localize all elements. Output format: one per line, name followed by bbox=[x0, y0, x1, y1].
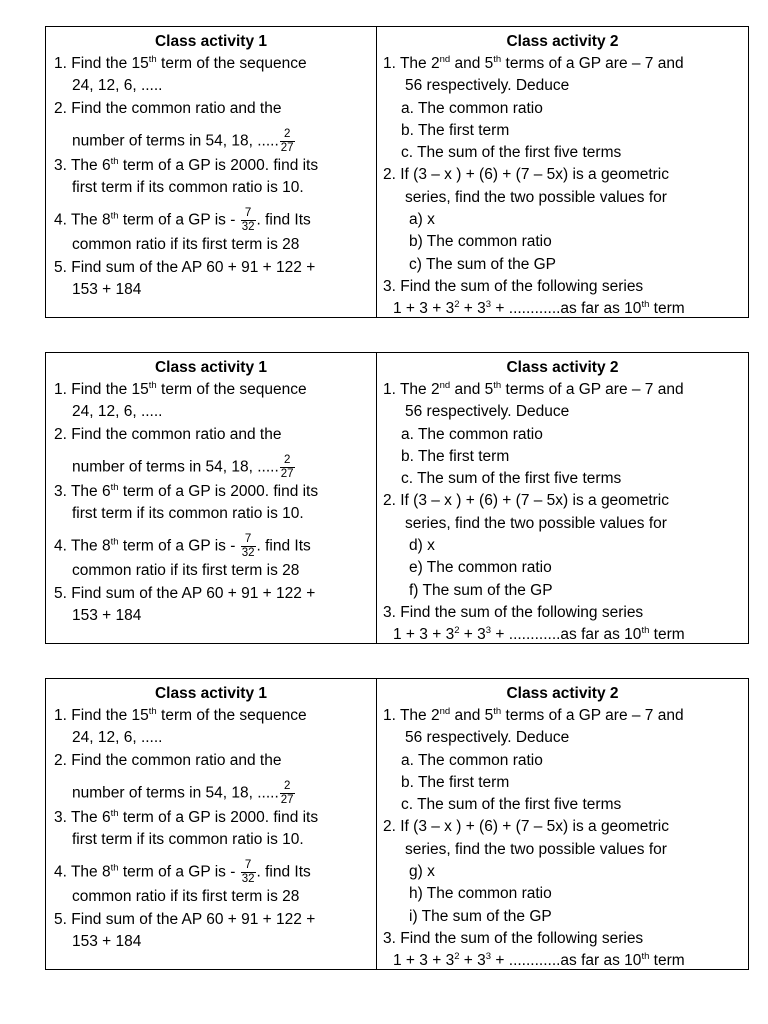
fraction: $\frac{7}{32}$ bbox=[241, 859, 255, 886]
question-5: 5. Find sum of the AP 60 + 91 + 122 + bbox=[54, 910, 316, 928]
question-5: 5. Find sum of the AP 60 + 91 + 122 + bbox=[54, 258, 316, 276]
sub-item-b: b. The first term bbox=[401, 121, 510, 139]
question-3: 3. The 6th term of a GP is 2000. find its bbox=[54, 155, 319, 174]
question-1: 1. Find the 15th term of the sequence bbox=[54, 379, 307, 398]
series-expression: $1 + 3 + 3^2 + 3^3 + ............as$ far as 10th term bbox=[393, 951, 685, 970]
class-activity-1-title: Class activity 1 bbox=[154, 685, 267, 702]
sub-item-sum: c) The sum of the GP bbox=[409, 255, 557, 273]
question-1-sequence: 24, 12, 6, ..... bbox=[72, 729, 163, 747]
question-2-line2: series, find the two possible values for bbox=[405, 188, 667, 206]
sub-item-sum: f) The sum of the GP bbox=[409, 581, 553, 599]
sub-item-c: c. The sum of the first five terms bbox=[401, 796, 622, 814]
sub-item-ratio: h) The common ratio bbox=[409, 885, 552, 903]
question-5: 5. Find sum of the AP 60 + 91 + 122 + bbox=[54, 584, 316, 602]
sub-item-x: g) x bbox=[409, 863, 435, 881]
sub-item-sum: i) The sum of the GP bbox=[409, 907, 552, 925]
sub-item-b: b. The first term bbox=[401, 447, 510, 465]
sub-item-x: d) x bbox=[409, 537, 435, 555]
class-activity-2-column bbox=[377, 27, 748, 317]
class-activity-1-title: Class activity 1 bbox=[154, 33, 267, 50]
activity-card-3 bbox=[45, 678, 749, 970]
question-2: 2. If (3 – x ) + (6) + (7 – 5x) is a geometric bbox=[383, 166, 669, 184]
question-5-line2: 153 + 184 bbox=[72, 281, 142, 299]
question-1-sequence: 24, 12, 6, ..... bbox=[72, 403, 163, 421]
question-3-line2: first term if its common ratio is 10. bbox=[72, 505, 304, 523]
series-expression: $1 + 3 + 3^2 + 3^3 + ............as$ far as 10th term bbox=[393, 299, 685, 318]
question-4-line2: common ratio if its first term is 28 bbox=[72, 562, 300, 580]
question-2-terms: number of terms in 54, 18, ..... $\frac{2}{27}$ bbox=[72, 127, 294, 154]
question-2-terms: number of terms in 54, 18, ..... $\frac{2}{27}$ bbox=[72, 779, 294, 806]
fraction: $\frac{7}{32}$ bbox=[241, 533, 255, 560]
sub-item-ratio: e) The common ratio bbox=[409, 559, 552, 577]
sub-item-b: b. The first term bbox=[401, 773, 510, 791]
class-activity-1-title: Class activity 1 bbox=[154, 359, 267, 376]
question-2: 2. If (3 – x ) + (6) + (7 – 5x) is a geometric bbox=[383, 492, 669, 510]
question-1-line2: 56 respectively. Deduce bbox=[405, 729, 570, 747]
question-3: 3. Find the sum of the following series bbox=[383, 603, 644, 621]
question-3: 3. The 6th term of a GP is 2000. find its bbox=[54, 481, 319, 500]
sub-item-ratio: b) The common ratio bbox=[409, 233, 552, 251]
activity-card-1 bbox=[45, 26, 749, 318]
fraction: $\frac{2}{27}$ bbox=[280, 453, 294, 480]
question-2: 2. If (3 – x ) + (6) + (7 – 5x) is a geometric bbox=[383, 818, 669, 836]
sub-item-a: a. The common ratio bbox=[401, 751, 543, 769]
activity-card-2 bbox=[45, 352, 749, 644]
question-4: 4. The 8th term of a GP is - $\frac{7}{32}$ . find Its bbox=[54, 207, 311, 234]
question-3: 3. The 6th term of a GP is 2000. find its bbox=[54, 807, 319, 826]
question-3-line2: first term if its common ratio is 10. bbox=[72, 831, 304, 849]
question-4-line2: common ratio if its first term is 28 bbox=[72, 236, 300, 254]
fraction: $\frac{7}{32}$ bbox=[241, 207, 255, 234]
class-activity-1-column bbox=[46, 353, 377, 643]
question-5-line2: 153 + 184 bbox=[72, 607, 142, 625]
question-1: 1. The 2nd and 5th terms of a GP are – 7 and bbox=[383, 53, 684, 72]
question-2-line2: series, find the two possible values for bbox=[405, 840, 667, 858]
question-2: 2. Find the common ratio and the bbox=[54, 751, 282, 769]
class-activity-2-column bbox=[377, 353, 748, 643]
sub-item-a: a. The common ratio bbox=[401, 425, 543, 443]
class-activity-2-title: Class activity 2 bbox=[506, 359, 619, 376]
question-3: 3. Find the sum of the following series bbox=[383, 277, 644, 295]
sub-item-c: c. The sum of the first five terms bbox=[401, 144, 622, 162]
question-4: 4. The 8th term of a GP is - $\frac{7}{32}$ . find Its bbox=[54, 533, 311, 560]
class-activity-1-column bbox=[46, 679, 377, 969]
question-1-line2: 56 respectively. Deduce bbox=[405, 77, 570, 95]
question-4-line2: common ratio if its first term is 28 bbox=[72, 888, 300, 906]
question-1-sequence: 24, 12, 6, ..... bbox=[72, 77, 163, 95]
question-1-line2: 56 respectively. Deduce bbox=[405, 403, 570, 421]
question-2: 2. Find the common ratio and the bbox=[54, 425, 282, 443]
sub-item-x: a) x bbox=[409, 211, 435, 229]
question-2-terms: number of terms in 54, 18, ..... $\frac{2}{27}$ bbox=[72, 453, 294, 480]
series-expression: $1 + 3 + 3^2 + 3^3 + ............as$ far as 10th term bbox=[393, 625, 685, 644]
class-activity-1-column bbox=[46, 27, 377, 317]
class-activity-2-column bbox=[377, 679, 748, 969]
question-1: 1. Find the 15th term of the sequence bbox=[54, 705, 307, 724]
sub-item-c: c. The sum of the first five terms bbox=[401, 470, 622, 488]
fraction: $\frac{2}{27}$ bbox=[280, 127, 294, 154]
fraction: $\frac{2}{27}$ bbox=[280, 779, 294, 806]
question-3: 3. Find the sum of the following series bbox=[383, 929, 644, 947]
sub-item-a: a. The common ratio bbox=[401, 99, 543, 117]
question-1: 1. The 2nd and 5th terms of a GP are – 7 and bbox=[383, 705, 684, 724]
class-activity-2-title: Class activity 2 bbox=[506, 685, 619, 702]
question-2: 2. Find the common ratio and the bbox=[54, 99, 282, 117]
question-2-line2: series, find the two possible values for bbox=[405, 514, 667, 532]
question-3-line2: first term if its common ratio is 10. bbox=[72, 179, 304, 197]
question-1: 1. Find the 15th term of the sequence bbox=[54, 53, 307, 72]
question-5-line2: 153 + 184 bbox=[72, 933, 142, 951]
class-activity-2-title: Class activity 2 bbox=[506, 33, 619, 50]
question-4: 4. The 8th term of a GP is - $\frac{7}{32}$ . find Its bbox=[54, 859, 311, 886]
question-1: 1. The 2nd and 5th terms of a GP are – 7 and bbox=[383, 379, 684, 398]
